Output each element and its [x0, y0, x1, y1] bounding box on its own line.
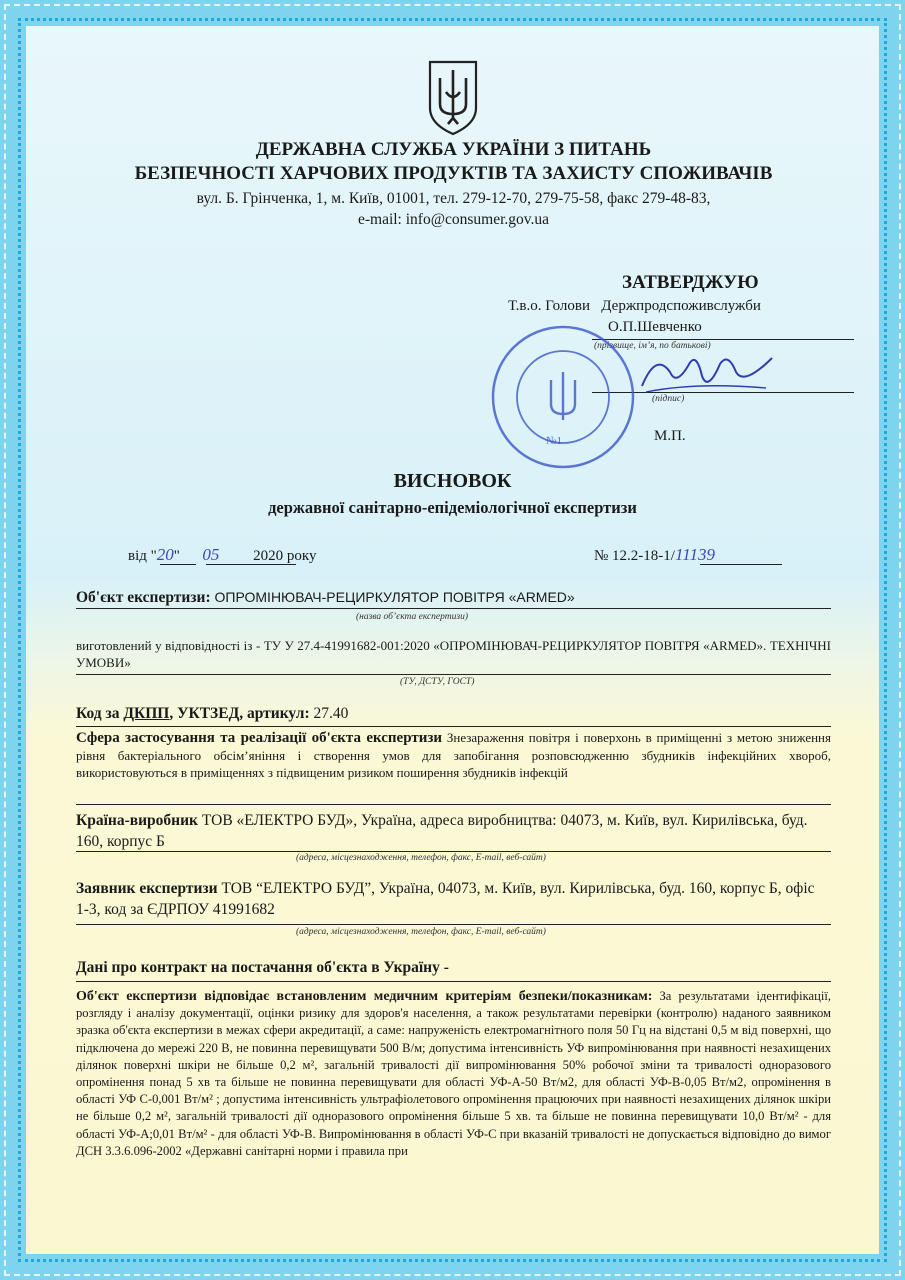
object-underline [76, 608, 831, 609]
signature-caption: (підпис) [652, 394, 685, 404]
number-prefix: № 12.2-18-1/ [594, 548, 675, 564]
stamp-number: №1 [546, 435, 562, 447]
agency-address [76, 188, 831, 230]
date-year: 2020 року [253, 548, 317, 564]
scope-label: Сфера застосування та реалізації об'єкта експертизи [76, 730, 443, 746]
date-mid: " [173, 548, 180, 564]
contract-underline [76, 981, 831, 982]
applicant-underline [76, 924, 831, 925]
date-prefix: від " [128, 548, 157, 564]
scope-row [76, 729, 831, 781]
document-title: ВИСНОВОК [393, 470, 512, 492]
number-hand: 11139 [674, 545, 715, 564]
applicant-row [76, 878, 831, 920]
code-underline [76, 726, 831, 727]
object-label: Об'єкт експертизи: [76, 589, 211, 606]
code-row [76, 703, 831, 724]
standard-text: виготовлений у відповідності із - ТУ У 27.4-41991682-001:2020 «ОПРОМІНЮВАЧ-РЕЦИРКУЛЯТОР ПОВІТРЯ «ARMED». ТЕХНІЧНІ УМОВИ» [76, 638, 831, 670]
date-field [128, 545, 316, 565]
contract-text: Дані про контракт на постачання об'єкта в Україну - [76, 959, 449, 976]
date-month: 05 [202, 545, 220, 564]
compliance-label: Об'єкт експертизи відповідає встановленим медичним критеріям безпеки/показникам: [76, 989, 653, 1004]
number-underline [700, 564, 782, 565]
official-stamp-icon [488, 322, 638, 472]
applicant-label: Заявник експертизи [76, 880, 218, 897]
code-value: 27.40 [313, 705, 349, 722]
address-line-1: вул. Б. Грінченка, 1, м. Київ, 01001, тел. 279-12-70, 279-75-58, факс 279-48-83, [196, 190, 711, 207]
compliance-row [76, 988, 831, 1160]
code-label-post: , УКТЗЕД, артикул: [169, 705, 310, 722]
object-value: ОПРОМІНЮВАЧ-РЕЦИРКУЛЯТОР ПОВІТРЯ «ARMED» [214, 589, 575, 605]
scope-text: Знезараження повітря і поверхонь в приміщенні з метою зниження рівня бактеріального обсім’яніння і створення умов для запобігання розповсюдженню збудників інфекційних хвороб, використовуються в приміщеннях з підвищеним ризиком поширення збудників інфекцій [76, 730, 831, 780]
approval-title: ЗАТВЕРДЖУЮ [622, 272, 759, 293]
standard-caption: (ТУ, ДСТУ, ГОСТ) [400, 677, 475, 687]
agency-line-1: ДЕРЖАВНА СЛУЖБА УКРАЇНИ З ПИТАНЬ [255, 139, 652, 160]
code-label-dkpp: ДКПП [123, 705, 170, 722]
month-underline [206, 564, 296, 565]
scope-underline [76, 804, 831, 805]
agency-name [76, 138, 831, 186]
date-day: 20 [156, 545, 174, 564]
seal-mark: М.П. [654, 428, 686, 444]
approval-position: Т.в.о. Голови Держпродспоживслужби [508, 298, 761, 314]
handwritten-signature [636, 342, 776, 402]
code-label-pre: Код за [76, 705, 124, 722]
applicant-caption: (адреса, місцезнаходження, телефон, факс, E-mail, веб-сайт) [296, 927, 546, 937]
country-row [76, 810, 831, 852]
day-underline [160, 564, 196, 565]
address-line-2: e-mail: info@consumer.gov.ua [357, 211, 550, 228]
country-caption: (адреса, місцезнаходження, телефон, факс, E-mail, веб-сайт) [296, 853, 546, 863]
country-text: ТОВ «ЕЛЕКТРО БУД», Україна, адреса виробництва: 04073, м. Київ, вул. Кирилівська, буд. 160, корпус Б [76, 812, 808, 850]
document-subtitle: державної санітарно-епідеміологічної експертизи [268, 498, 637, 517]
country-label: Країна-виробник [76, 812, 198, 829]
document-number [594, 545, 715, 565]
compliance-text: За результатами ідентифікації, розгляду і аналізу документації, оцінки ризику для здоров'я населення, а також результатами перевірки (контролю) наданого заявником зразка об'єкта експертизи в межах сфери акредитації, а саме: напруженість електромагнітного поля 50 Гц на відстані 0,5 м від поверхні, що підключена до мережі 220 В, не повинна перевищувати 500 В/м; допустима інтенсивність УФ випромінювання при наявності незахищених ділянок поверхні шкіри не більше 0,2 м², загальній тривалості дії випромінювання 50% робочої зміни та тривалості одноразового опромінення понад 5 хв та більше не повинна перевищувати для області УФ-А-50 Вт/м2, для області УФ-В-0,05 Вт/м2, опромінення в області УФ С-0,001 Вт/м² ; допустима інтенсивність ультрафіолетового опромінення працюючих при наявності незахищених ділянок шкіри не більше 0,2 м², загальній тривалості дії одноразового опромінення більше 5 хв. та більше не повинна перевищувати 10,0 Вт/м² - для області УФ-А;0,01 Вт/м² - для області УФ-В. Випромінювання в області УФ-С при вказаній тривалості не допускається відповідно до вимог ДСН 3.3.6.096-2002 «Державні санітарні норми і правила при [76, 989, 831, 1158]
standard-underline [76, 674, 831, 675]
agency-line-2: БЕЗПЕЧНОСТІ ХАРЧОВИХ ПРОДУКТІВ ТА ЗАХИСТУ СПОЖИВАЧІВ [134, 163, 773, 184]
name-caption: (прізвище, ім’я, по батькові) [594, 341, 711, 351]
approval-name: О.П.Шевченко [608, 319, 702, 335]
object-row [76, 587, 831, 608]
object-caption: (назва об’єкта експертизи) [356, 612, 468, 622]
trident-emblem-icon [426, 58, 480, 136]
country-underline [76, 851, 831, 852]
applicant-text: ТОВ “ЕЛЕКТРО БУД”, Україна, 04073, м. Київ, вул. Кирилівська, буд. 160, корпус Б, офіс 1-3, код за ЄДРПОУ 41991682 [76, 880, 815, 918]
